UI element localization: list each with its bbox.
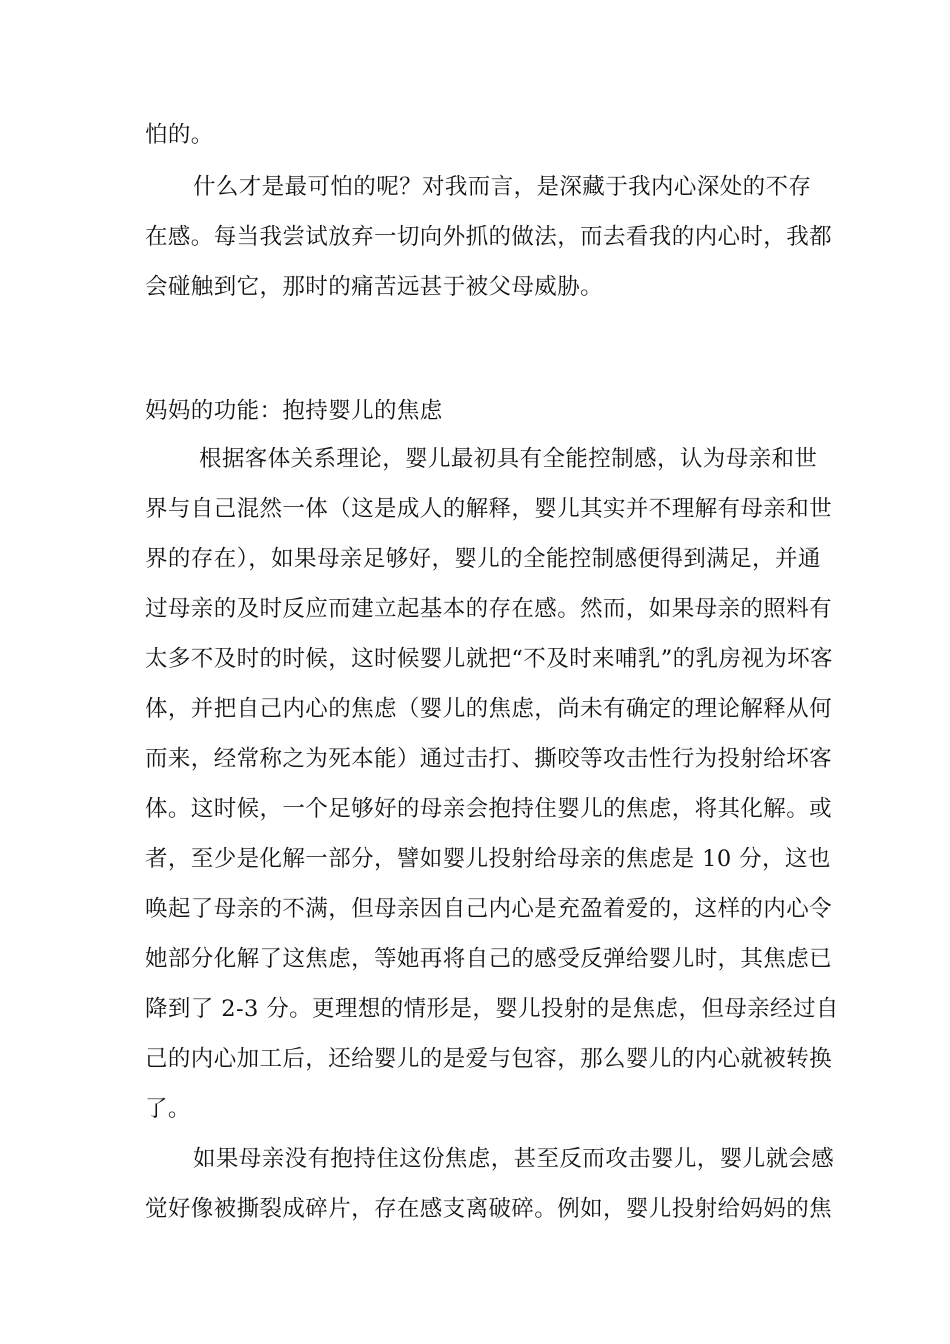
- paragraph-3-line-1: 如果母亲没有抱持住这份焦虑，甚至反而攻击婴儿，婴儿就会感: [193, 1146, 835, 1172]
- paragraph-2-line-12: 降到了 2-3 分。更理想的情形是，婴儿投射的是焦虑，但母亲经过自: [145, 996, 839, 1022]
- paragraph-2-line-8: 体。这时候，一个足够好的母亲会抱持住婴儿的焦虑，将其化解。或: [145, 796, 833, 822]
- paragraph-2-line-10: 唤起了母亲的不满，但母亲因自己内心是充盈着爱的，这样的内心令: [145, 896, 833, 922]
- paragraph-2-line-13: 己的内心加工后，还给婴儿的是爱与包容，那么婴儿的内心就被转换: [145, 1046, 833, 1072]
- paragraph-2-line-7: 而来，经常称之为死本能）通过击打、撕咬等攻击性行为投射给坏客: [145, 746, 833, 772]
- paragraph-1-line-1: 什么才是最可怕的呢？对我而言，是深藏于我内心深处的不存: [193, 174, 812, 200]
- paragraph-2-line-9: 者，至少是化解一部分，譬如婴儿投射给母亲的焦虑是 10 分，这也: [145, 846, 831, 872]
- paragraph-2-line-5: 太多不及时的时候，这时候婴儿就把“不及时来哺乳”的乳房视为坏客: [145, 646, 833, 672]
- paragraph-2-line-14: 了。: [145, 1096, 191, 1122]
- paragraph-continuation-line: 怕的。: [145, 122, 214, 148]
- paragraph-2-line-11: 她部分化解了这焦虑，等她再将自己的感受反弹给婴儿时，其焦虑已: [145, 946, 833, 972]
- paragraph-1-line-2: 在感。每当我尝试放弃一切向外抓的做法，而去看我的内心时，我都: [145, 224, 833, 250]
- paragraph-1-line-3: 会碰触到它，那时的痛苦远甚于被父母威胁。: [145, 274, 604, 300]
- paragraph-2-line-2: 界与自己混然一体（这是成人的解释，婴儿其实并不理解有母亲和世: [145, 496, 833, 522]
- paragraph-3-line-2: 觉好像被撕裂成碎片，存在感支离破碎。例如，婴儿投射给妈妈的焦: [145, 1196, 833, 1222]
- paragraph-2-line-3: 界的存在），如果母亲足够好，婴儿的全能控制感便得到满足，并通: [145, 546, 821, 572]
- paragraph-2-line-1: 根据客体关系理论，婴儿最初具有全能控制感，认为母亲和世: [199, 446, 818, 472]
- paragraph-2-line-4: 过母亲的及时反应而建立起基本的存在感。然而，如果母亲的照料有: [145, 596, 833, 622]
- paragraph-2-line-6: 体，并把自己内心的焦虑（婴儿的焦虑，尚未有确定的理论解释从何: [145, 696, 833, 722]
- section-heading: 妈妈的功能：抱持婴儿的焦虑: [145, 398, 443, 424]
